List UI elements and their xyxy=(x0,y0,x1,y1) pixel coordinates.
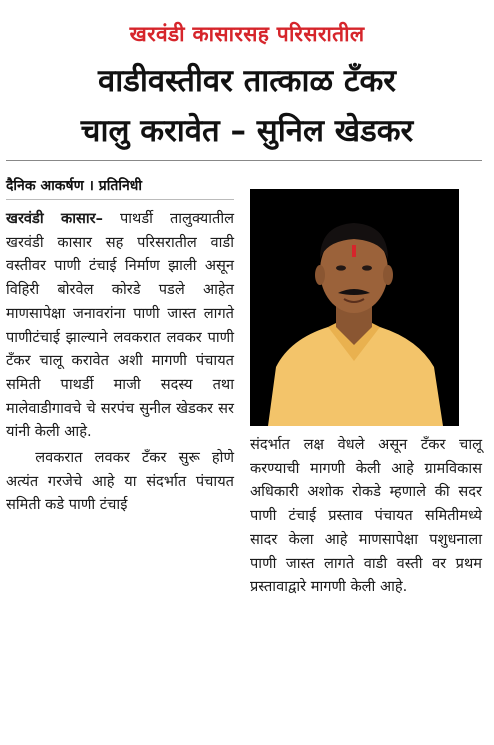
headline-line-1: वाडीवस्तीवर तात्काळ टँकर xyxy=(98,63,396,99)
headline xyxy=(0,56,494,156)
article-paragraph-2: लवकरात लवकर टँकर सुरू होणे अत्यंत गरजेचे आहे या संदर्भात पंचायत समिती कडे पाणी टंचाई xyxy=(6,449,234,514)
portrait-photo xyxy=(250,189,459,426)
article-paragraph-1 xyxy=(6,207,234,444)
dateline: खरवंडी कासार– xyxy=(6,210,103,227)
portrait-illustration xyxy=(250,189,459,426)
byline-divider xyxy=(6,199,234,200)
byline: दैनिक आकर्षण । प्रतिनिधी xyxy=(6,178,142,194)
article-paragraph-3: संदर्भात लक्ष वेधले असून टँकर चालू करण्याची मागणी केली आहे ग्रामविकास अधिकारी अशोक रोकडे म्हणाले की सदर पाणी टंचाई प्रस्ताव पंचायत समितीमध्ये सादर केला आहे माणसापेक्षा पशुधनाला पाणी जास्त लागते वाडी वस्ती वर प्रथम प्रस्तावाद्वारे मागणी केली आहे. xyxy=(250,436,482,596)
headline-line-2: चालु करावेत – सुनिल खेडकर xyxy=(80,113,414,149)
article-column-left xyxy=(6,207,234,517)
article-column-right xyxy=(250,433,482,599)
kicker-heading: खरवंडी कासारसह परिसरातील xyxy=(129,22,365,46)
paragraph-1-text: पाथर्डी तालुक्यातील खरवंडी कासार सह परिसरातील वाडी वस्तीवर पाणी टंचाई निर्माण झाली असून विहिरी बोरवेल कोरडे पडले आहेत माणसापेक्षा जनावरांना पाणी जास्त लागते पाणीटंचाई झाल्याने लवकरात लवकर पाणी टँकर चालू करावेत अशी मागणी पंचायत समिती पाथर्डी माजी सदस्य तथा मालेवाडीगावचे चे सरपंच सुनील खेडकर सर यांनी केली आहे. xyxy=(6,210,234,441)
headline-divider xyxy=(6,160,482,161)
